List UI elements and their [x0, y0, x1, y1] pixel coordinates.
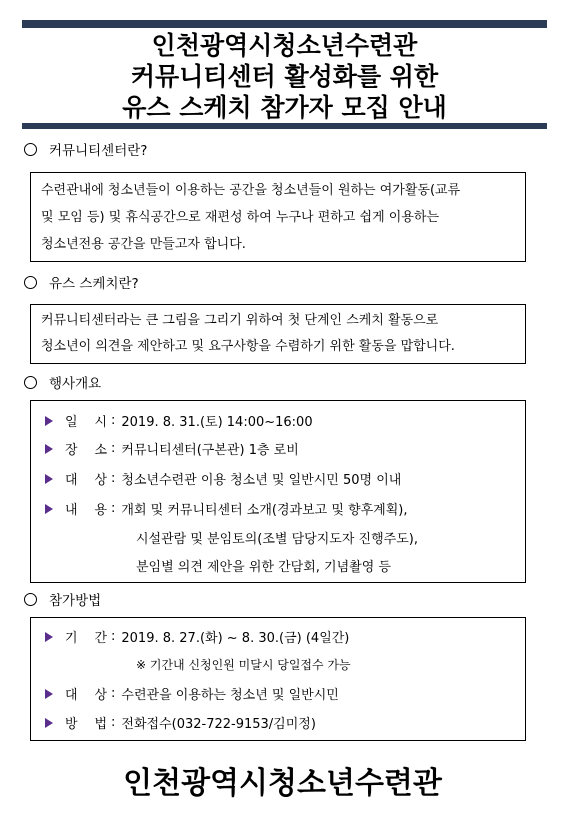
row-label: 대 상: [65, 688, 107, 703]
join-row-period: 기 간 : 2019. 8. 27.(화) ~ 8. 30.(금) (4일간): [45, 627, 349, 646]
circle-icon: [24, 276, 37, 289]
triangle-bullet-icon: [45, 416, 53, 426]
description-line: 수련관내에 청소년들이 이용하는 공간을 청소년들이 원하는 여가활동(교류: [41, 183, 461, 198]
section-heading-community-center: [24, 140, 147, 158]
triangle-bullet-icon: [45, 504, 53, 514]
row-label: 일 시: [65, 415, 107, 430]
row-value: 2019. 8. 27.(화) ~ 8. 30.(금) (4일간): [121, 631, 350, 646]
row-value: 개회 및 커뮤니티센터 소개(경과보고 및 향후계획),: [121, 503, 408, 518]
event-row-target: 대 상 : 청소년수련관 이용 청소년 및 일반시민 50명 이내: [45, 469, 401, 488]
section-heading-how-to-join: [24, 590, 101, 608]
section-heading-text: 행사개요: [49, 376, 102, 392]
event-row-content: 내 용 : 개회 및 커뮤니티센터 소개(경과보고 및 향후계획),: [45, 499, 408, 518]
triangle-bullet-icon: [45, 474, 53, 484]
circle-icon: [24, 143, 37, 156]
triangle-bullet-icon: [45, 444, 53, 454]
title-line-1: 인천광역시청소년수련관: [151, 31, 418, 60]
content-continuation-line: 시설관람 및 분임토의(조별 담당지도자 진행주도),: [136, 532, 418, 547]
description-line: 청소년이 의견을 제안하고 및 요구사항을 수렴하기 위한 활동을 맙합니다.: [41, 339, 455, 354]
triangle-bullet-icon: [45, 689, 53, 699]
triangle-bullet-icon: [45, 718, 53, 728]
circle-icon: [24, 376, 37, 389]
join-row-method: 방 법 : 전화접수(032-722-9153/김미정): [45, 713, 316, 732]
join-row-target: 대 상 : 수련관을 이용하는 청소년 및 일반시민: [45, 684, 339, 703]
row-label: 내 용: [65, 503, 107, 518]
organization-name: 인천광역시청소년수련관: [123, 766, 442, 801]
triangle-bullet-icon: [45, 632, 53, 642]
row-value: 청소년수련관 이용 청소년 및 일반시민 50명 이내: [121, 473, 402, 488]
row-value: 2019. 8. 31.(토) 14:00~16:00: [121, 415, 313, 430]
content-continuation-line: 분임별 의견 제안을 위한 간담회, 기념촬영 등: [136, 560, 391, 575]
row-label: 방 법: [65, 717, 107, 732]
period-note: ※ 기간내 신청인원 미달시 당일접수 가능: [136, 658, 351, 672]
row-value: 수련관을 이용하는 청소년 및 일반시민: [121, 688, 339, 703]
title-line-3: 유스 스케치 참가자 모집 안내: [122, 93, 447, 122]
section-heading-text: 커뮤니티센터란?: [49, 143, 148, 159]
section-heading-text: 유스 스케치란?: [49, 276, 139, 292]
section-heading-youth-sketch: [24, 273, 139, 291]
event-row-place: 장 소 : 커뮤니티센터(구본관) 1층 로비: [45, 439, 299, 458]
description-line: 청소년전용 공간을 만들고자 합니다.: [41, 237, 246, 252]
description-line: 커뮤니티센터라는 큰 그림을 그리기 위하여 첫 단계인 스케치 활동으로: [41, 313, 439, 328]
title-line-2: 커뮤니티센터 활성화를 위한: [130, 62, 439, 91]
row-label: 장 소: [65, 443, 107, 458]
row-value: 전화접수(032-722-9153/김미정): [121, 717, 316, 732]
event-overview-box: [30, 400, 526, 583]
row-value: 커뮤니티센터(구본관) 1층 로비: [121, 443, 299, 458]
youth-sketch-description-box: [30, 304, 526, 364]
top-bar: [22, 20, 547, 28]
section-heading-event-overview: [24, 373, 101, 391]
event-row-date: 일 시 : 2019. 8. 31.(토) 14:00~16:00: [45, 411, 313, 430]
page-title: [22, 30, 547, 123]
how-to-join-box: [30, 617, 526, 741]
row-label: 대 상: [65, 473, 107, 488]
bottom-bar: [22, 123, 547, 129]
description-line: 및 모임 등) 및 휴식공간으로 재편성 하여 누구나 편하고 쉽게 이용하는: [41, 210, 440, 225]
row-label: 기 간: [65, 631, 107, 646]
circle-icon: [24, 593, 37, 606]
section-heading-text: 참가방법: [49, 593, 102, 609]
community-center-description-box: [30, 172, 526, 262]
